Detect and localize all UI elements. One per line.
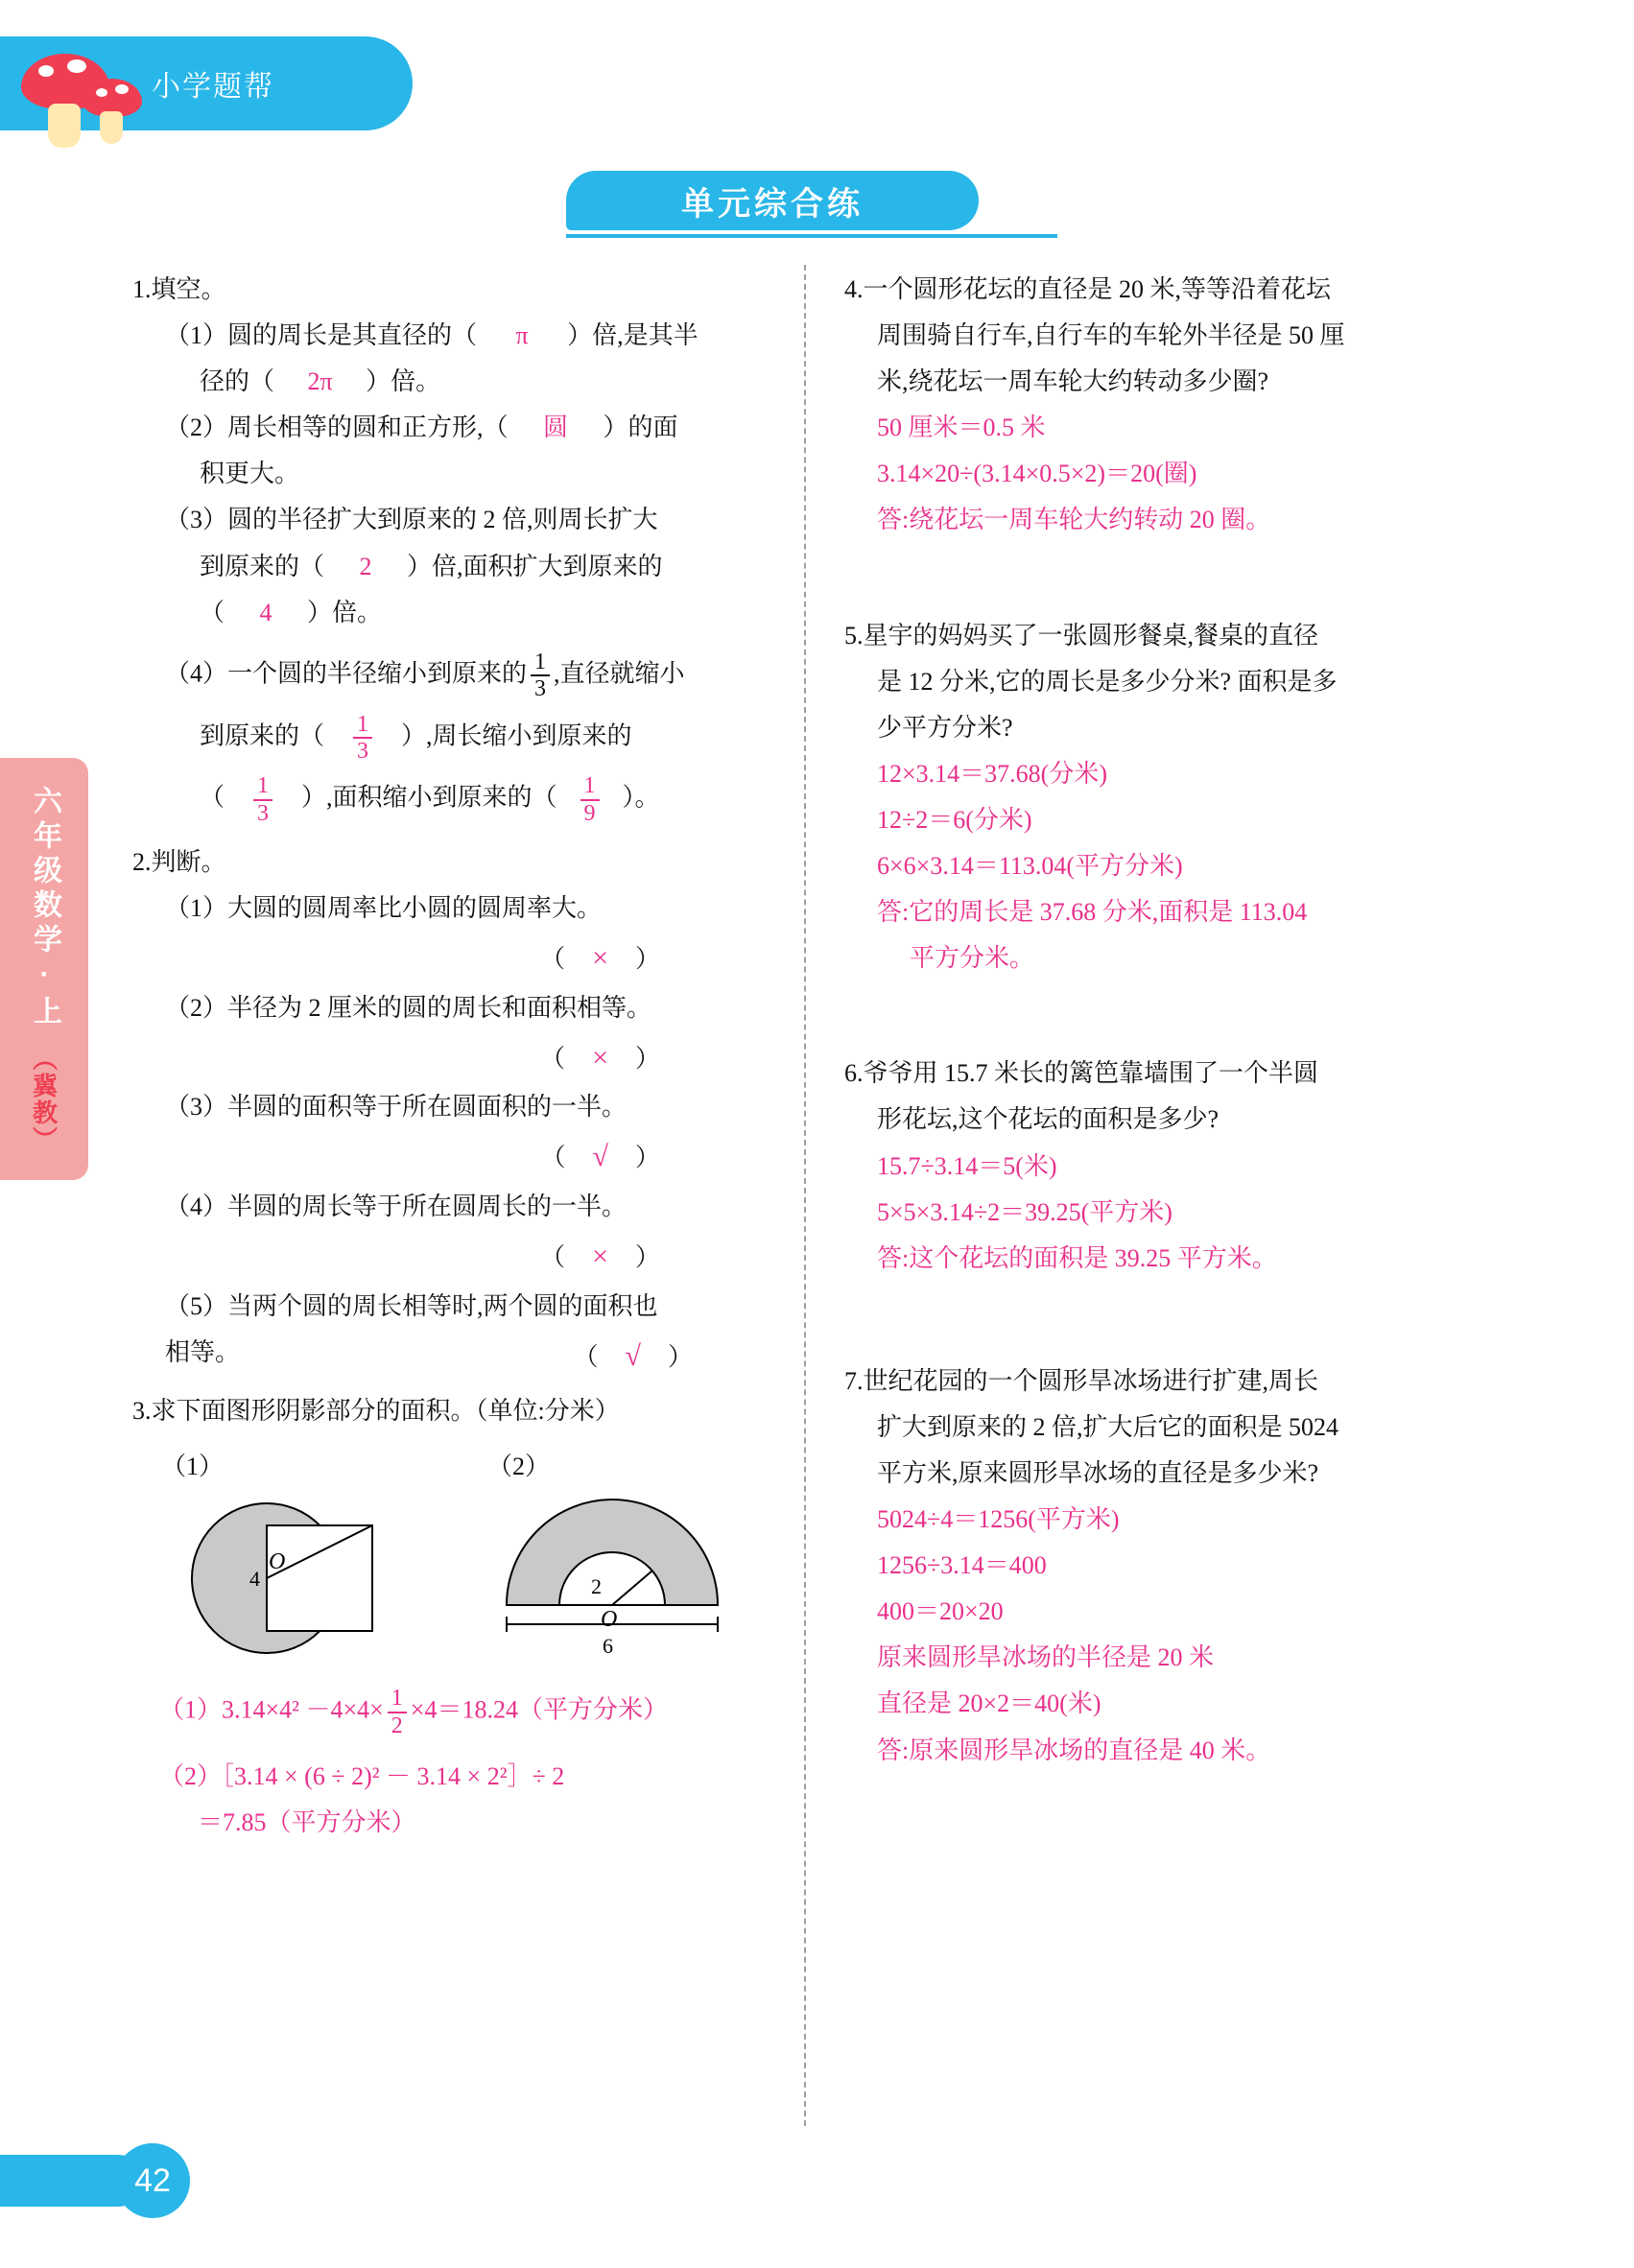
page-number: 42: [115, 2143, 190, 2218]
q7-first-line: [844, 1358, 1516, 1405]
q1-item3-line2-text: 到原来的（: [200, 552, 325, 580]
q1-item4-line3-text: （: [200, 783, 225, 812]
q1-item1-text2: ）倍,是其半: [567, 321, 699, 350]
q5-answer-line-4: 答:它的周长是 37.68 分米,面积是 113.04: [877, 898, 1308, 927]
q6-text-line-2: 形花坛,这个花坛的面积是多少?: [877, 1105, 1220, 1134]
q1-item-2: [132, 405, 785, 451]
q1-item-1-line2: [132, 359, 785, 405]
q2-item-1: （1）大圆的圆周率比小圆的圆周率大。: [165, 894, 603, 923]
svg-text:O: O: [269, 1549, 286, 1575]
q1-item4-frac: $\frac{1}{3}$: [531, 650, 550, 702]
q5-number: 5.: [844, 621, 864, 650]
q7-answer-line-6: 答:原来圆形旱冰场的直径是 40 米。: [877, 1736, 1271, 1764]
q3-solution-1-frac: $\frac{1}{2}$: [388, 1686, 407, 1738]
q1-item1-line2-suffix: ）倍。: [366, 367, 441, 396]
q7-text-line-3: 平方米,原来圆形旱冰场的直径是多少米?: [877, 1458, 1319, 1487]
q1-item4-answer-frac2: $\frac{1}{3}$: [253, 773, 272, 826]
svg-text:4: 4: [249, 1567, 260, 1592]
title-underline: [566, 234, 1057, 238]
q2-item-4: （4）半圆的周长等于所在圆周长的一半。: [165, 1192, 628, 1220]
svg-text:2: 2: [591, 1574, 602, 1599]
question-4: [844, 267, 1516, 544]
figure-2-label: （2）: [487, 1453, 551, 1481]
q2-item-5-mark: √: [625, 1339, 641, 1372]
page-title: 单元综合练: [566, 171, 979, 230]
mushroom-logo-icon: [0, 36, 144, 130]
q7-answer-line-2: 1256÷3.14＝400: [877, 1551, 1047, 1580]
q7-answer-line-1: 5024÷4＝1256(平方米): [877, 1505, 1120, 1534]
q2-item-5-mark-row: （ √ ）: [573, 1339, 693, 1372]
figure-1-label: （1）: [161, 1453, 225, 1481]
q2-item-4-mark-row: （ × ）: [540, 1240, 660, 1273]
q2-item-3-mark-row: （ √ ）: [540, 1141, 660, 1173]
q2-item-1-mark: ×: [592, 942, 608, 975]
svg-text:6: 6: [603, 1634, 613, 1659]
question-6: [844, 1051, 1516, 1281]
left-column: [132, 267, 785, 1848]
q7-text-line-1: 世纪花园的一个圆形旱冰场进行扩建,周长: [863, 1366, 1319, 1395]
q1-item2-answer: 圆: [543, 413, 569, 442]
svg-text:O: O: [601, 1607, 618, 1633]
q6-answer-line-3: 答:这个花坛的面积是 39.25 平方米。: [877, 1243, 1277, 1272]
q1-item3-line2-text2: ）倍,面积扩大到原来的: [407, 552, 663, 580]
q6-text-line-1: 爷爷用 15.7 米长的篱笆靠墙围了一个半圆: [863, 1059, 1319, 1088]
q1-item-3-line2: [132, 544, 785, 590]
q7-text-line-2: 扩大到原来的 2 倍,扩大后它的面积是 5024: [877, 1412, 1339, 1441]
q6-answer-line-1: 15.7÷3.14＝5(米): [877, 1151, 1057, 1180]
q7-answer-line-5: 直径是 20×2＝40(米): [877, 1689, 1101, 1718]
q3-solution-1-text: （1）3.14×4² －4×4×: [159, 1695, 384, 1724]
q2-item-4-mark: ×: [592, 1240, 608, 1273]
q2-item-3: （3）半圆的面积等于所在圆面积的一半。: [165, 1093, 628, 1122]
q4-text-line-1: 一个圆形花坛的直径是 20 米,等等沿着花坛: [863, 275, 1332, 303]
side-tab-label: 六年级数学·上: [29, 785, 60, 1030]
q7-number: 7.: [844, 1366, 864, 1395]
q5-answer-line-2: 12÷2＝6(分米): [877, 805, 1032, 834]
q5-answer-line-3: 6×6×3.14＝113.04(平方分米): [877, 852, 1183, 881]
q1-item4-text2: ,直径就缩小: [554, 659, 685, 688]
q3-figures: [132, 1444, 785, 1678]
q2-item-5-text2: 相等。: [165, 1337, 241, 1366]
figure-1-drawing: [161, 1490, 449, 1663]
q1-item4-line3-text2: ）,面积缩小到原来的（: [301, 783, 557, 812]
brand-text: 小学题帮: [152, 71, 274, 103]
q3-number: 3.求下面图形阴影部分的面积。（单位:分米）: [132, 1397, 620, 1426]
q2-item-3-mark: √: [592, 1141, 608, 1173]
q2-item-5-line2: [132, 1330, 785, 1383]
question-5: [844, 613, 1516, 982]
right-column: [844, 267, 1516, 1776]
figure-1: [161, 1444, 449, 1678]
grade-side-tab: [0, 758, 88, 1180]
q3-solution-2-line2: ＝7.85（平方分米）: [198, 1808, 416, 1837]
figure-2: [487, 1444, 775, 1678]
q1-item4-answer-frac: $\frac{1}{3}$: [353, 712, 372, 765]
q1-item4-answer-frac3: $\frac{1}{9}$: [580, 773, 600, 826]
question-2: [132, 839, 785, 1382]
figure-2-drawing: [487, 1490, 775, 1663]
q2-item-2: （2）半径为 2 厘米的圆的周长和面积相等。: [165, 993, 652, 1022]
q4-answer-line-1: 50 厘米＝0.5 米: [877, 413, 1046, 442]
q1-item1-text: （1）圆的周长是其直径的（: [165, 321, 478, 350]
section-title: [566, 171, 1065, 238]
q1-item3-line3-text: （: [200, 598, 225, 626]
q1-item1-answer: π: [515, 321, 529, 350]
question-3: [132, 1388, 785, 1846]
q1-item-1: [132, 313, 785, 359]
q2-item-2-mark: ×: [592, 1041, 608, 1074]
q6-answer-line-2: 5×5×3.14÷2＝39.25(平方米): [877, 1197, 1172, 1226]
brand-banner: [0, 36, 413, 130]
q1-item-3: （3）圆的半径扩大到原来的 2 倍,则周长扩大: [165, 506, 658, 534]
q1-item3-answer: 2: [359, 552, 372, 580]
q1-number: 1.填空。: [132, 275, 226, 303]
q5-first-line: [844, 613, 1516, 659]
q5-text-line-3: 少平方分米?: [877, 713, 1013, 742]
column-divider: [804, 265, 806, 2126]
q2-number: 2.判断。: [132, 848, 226, 877]
q1-item-3-line3: [132, 590, 785, 636]
q2-item-5: （5）当两个圆的周长相等时,两个圆的面积也: [165, 1291, 658, 1320]
q1-item4-line2-text: 到原来的（: [200, 721, 325, 749]
q1-item1-line2-text: 径的（: [200, 367, 275, 396]
q1-item2-text: （2）周长相等的圆和正方形,（: [165, 413, 509, 442]
q4-answer-line-3: 答:绕花坛一周车轮大约转动 20 圈。: [877, 506, 1271, 534]
q1-item-4: [132, 650, 785, 702]
q1-item4-text: （4）一个圆的半径缩小到原来的: [165, 659, 528, 688]
q7-answer-line-4: 原来圆形旱冰场的半径是 20 米: [877, 1643, 1215, 1672]
q4-text-line-3: 米,绕花坛一周车轮大约转动多少圈?: [877, 367, 1269, 396]
q1-item-4-line2: [132, 712, 785, 765]
q1-item3-answer2: 4: [259, 598, 272, 626]
q4-number: 4.: [844, 275, 864, 303]
q4-text-line-2: 周围骑自行车,自行车的车轮外半径是 50 厘: [877, 321, 1345, 350]
question-1: [132, 267, 785, 826]
q4-answer-line-2: 3.14×20÷(3.14×0.5×2)＝20(圈): [877, 460, 1197, 488]
q5-answer-line-5: 平方分米。: [910, 944, 1035, 973]
q4-first-line: [844, 267, 1516, 313]
q1-item4-line2-text2: ）,周长缩小到原来的: [401, 721, 632, 749]
q1-item1-answer2: 2π: [307, 367, 333, 396]
q1-item-4-line3: [132, 773, 785, 826]
q5-text-line-2: 是 12 分米,它的周长是多少分米? 面积是多: [877, 667, 1338, 696]
q6-first-line: [844, 1051, 1516, 1097]
q1-item4-line3-suffix: ）。: [622, 783, 660, 812]
q1-item3-line3-suffix: ）倍。: [307, 598, 383, 626]
q5-text-line-1: 星宇的妈妈买了一张圆形餐桌,餐桌的直径: [863, 621, 1319, 650]
q7-answer-line-3: 400＝20×20: [877, 1597, 1004, 1626]
side-tab-sublabel: （冀教）: [29, 1045, 59, 1153]
q3-solution-1: [132, 1686, 785, 1738]
q6-number: 6.: [844, 1059, 864, 1088]
q1-item2-text2: ）的面: [603, 413, 678, 442]
q5-answer-line-1: 12×3.14＝37.68(分米): [877, 759, 1107, 788]
q1-item-2-line2: 积更大。: [200, 460, 300, 488]
q3-solution-1-tail: ×4＝18.24（平方分米）: [410, 1695, 668, 1724]
q3-solution-2-line1: （2）［3.14 × (6 ÷ 2)² － 3.14 × 2²］÷ 2: [159, 1762, 565, 1791]
question-7: [844, 1358, 1516, 1774]
q2-item-1-mark-row: （ × ）: [540, 942, 660, 975]
q2-item-2-mark-row: （ × ）: [540, 1041, 660, 1074]
